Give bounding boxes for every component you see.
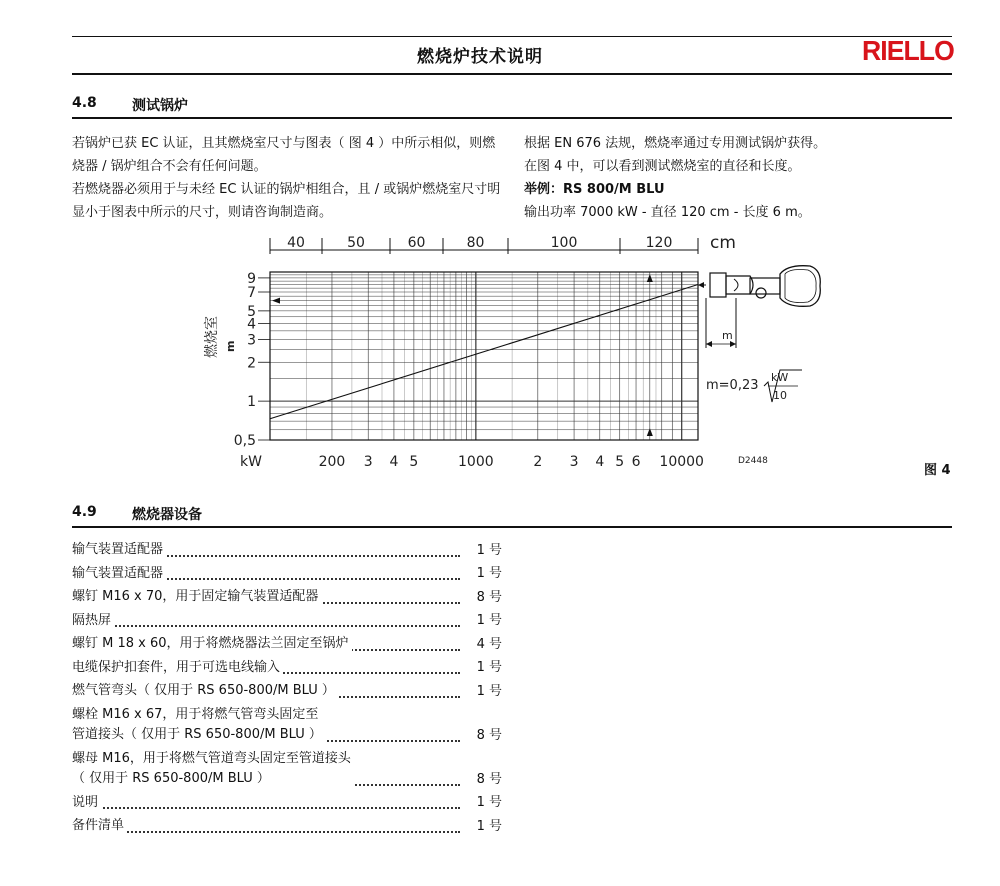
header-bottom-rule	[72, 73, 952, 75]
list-item: 燃气管弯头（ 仅用于 RS 650-800/M BLU ） 1 号	[72, 679, 502, 703]
figure-caption: 图 4	[924, 463, 951, 478]
y-tick-label: 1	[247, 394, 256, 411]
list-item: 螺钉 M16 x 70，用于固定输气装置适配器 8 号	[72, 585, 502, 609]
chart-annotations	[234, 235, 704, 470]
top-scale-label: 80	[466, 235, 485, 251]
figure-code: D2448	[738, 456, 768, 466]
x-tick-label: 200	[318, 454, 346, 470]
y-axis-label: 燃烧室	[204, 316, 220, 358]
page-title: 燃烧炉技术说明	[417, 47, 543, 67]
dimension-label: m	[722, 329, 733, 342]
example-text: 输出功率 7000 kW - 直径 120 cm - 长度 6 m。	[524, 205, 811, 220]
list-item-line: 螺母 M16，用于将燃气管道弯头固定至管道接头	[72, 750, 351, 766]
top-scale-label: 100	[550, 235, 578, 251]
chart-grid	[270, 272, 698, 440]
x-tick-label: 3	[569, 454, 579, 470]
section-4-8-title: 测试锅炉	[132, 98, 188, 114]
riello-logo: RIELLO	[862, 35, 954, 66]
x-tick-label: 5	[615, 454, 625, 470]
list-item-line: 管道接头（ 仅用于 RS 650-800/M BLU ）	[72, 726, 322, 742]
list-item-line: （ 仅用于 RS 650-800/M BLU ）	[72, 770, 270, 786]
y-tick-label: 5	[247, 303, 256, 320]
y-tick-label: 7	[247, 285, 256, 302]
section-4-8-right-text	[524, 132, 954, 224]
y-tick-label: 4	[247, 316, 256, 333]
equipment-list	[72, 538, 502, 838]
paragraph: 在图 4 中，可以看到测试燃烧室的直径和长度。	[524, 159, 801, 174]
paragraph: 若燃烧器必须用于与未经 EC 认证的锅炉相组合，且 / 或锅炉燃烧室尺寸明显小于图表中所示的尺寸，则请咨询制造商。	[72, 182, 501, 220]
section-4-9-number: 4.9	[72, 504, 97, 520]
x-tick-label: 4	[595, 454, 605, 470]
section-4-9-title: 燃烧器设备	[132, 507, 202, 523]
x-axis-unit: kW	[240, 454, 262, 470]
plot-frame	[270, 272, 698, 440]
formula-lhs: m=0,23	[706, 378, 759, 393]
list-item: 螺母 M16，用于将燃气管道弯头固定至管道接头 （ 仅用于 RS 650-800/M BLU ） 8 号	[72, 747, 502, 791]
list-item: 备件清单 1 号	[72, 814, 502, 838]
top-scale-label: 40	[287, 235, 305, 251]
list-item: 隔热屏 1 号	[72, 609, 502, 633]
x-tick-label: 1000	[458, 454, 494, 470]
top-scale-label: 50	[347, 235, 365, 251]
formula-numerator: kW	[771, 371, 789, 384]
x-tick-label: 4	[389, 454, 399, 470]
top-scale-label: 120	[645, 235, 673, 251]
section-4-9-rule	[72, 526, 952, 528]
y-tick-label: 2	[247, 355, 256, 372]
y-tick-label: 9	[247, 270, 256, 287]
top-axis-unit: cm	[710, 233, 736, 253]
x-tick-label: 10000	[659, 454, 704, 470]
x-tick-label: 2	[533, 454, 543, 470]
header-top-rule	[72, 36, 952, 37]
list-item: 说明 1 号	[72, 791, 502, 815]
y-tick-label: 0,5	[233, 433, 256, 449]
list-item: 电缆保护扣套件，用于可选电线输入 1 号	[72, 656, 502, 680]
list-item: 螺钉 M 18 x 60，用于将燃烧器法兰固定至锅炉 4 号	[72, 632, 502, 656]
x-tick-label: 5	[409, 454, 419, 470]
paragraph: 根据 EN 676 法规，燃烧率通过专用测试锅炉获得。	[524, 136, 827, 151]
section-4-8-number: 4.8	[72, 95, 97, 111]
list-item: 螺栓 M16 x 67，用于将燃气管弯头固定至 管道接头（ 仅用于 RS 650-800/M BLU ） 8 号	[72, 703, 502, 747]
paragraph: 若锅炉已获 EC 认证，且其燃烧室尺寸与图表（ 图 4 ）中所示相似，则燃烧器 / 锅炉组合不会有任何问题。	[72, 136, 496, 174]
list-item: 输气装置适配器 1 号	[72, 538, 502, 562]
y-tick-label: 3	[247, 332, 256, 349]
top-scale-label: 60	[407, 235, 426, 251]
list-item-line: 螺栓 M16 x 67，用于将燃气管弯头固定至	[72, 706, 319, 722]
x-tick-label: 3	[363, 454, 373, 470]
section-4-8-rule	[72, 117, 952, 119]
chart-series-line	[270, 285, 698, 419]
list-item: 输气装置适配器 1 号	[72, 562, 502, 586]
formula-denominator: 10	[773, 389, 787, 402]
example-label: 举例：RS 800/M BLU	[524, 182, 665, 197]
x-tick-label: 6	[631, 454, 641, 470]
figure-4-chart	[190, 226, 840, 474]
section-4-8-left-text	[72, 132, 502, 224]
y-axis-unit: m	[224, 340, 237, 352]
marker-arrow	[272, 298, 280, 304]
marker-arrow	[647, 428, 653, 436]
